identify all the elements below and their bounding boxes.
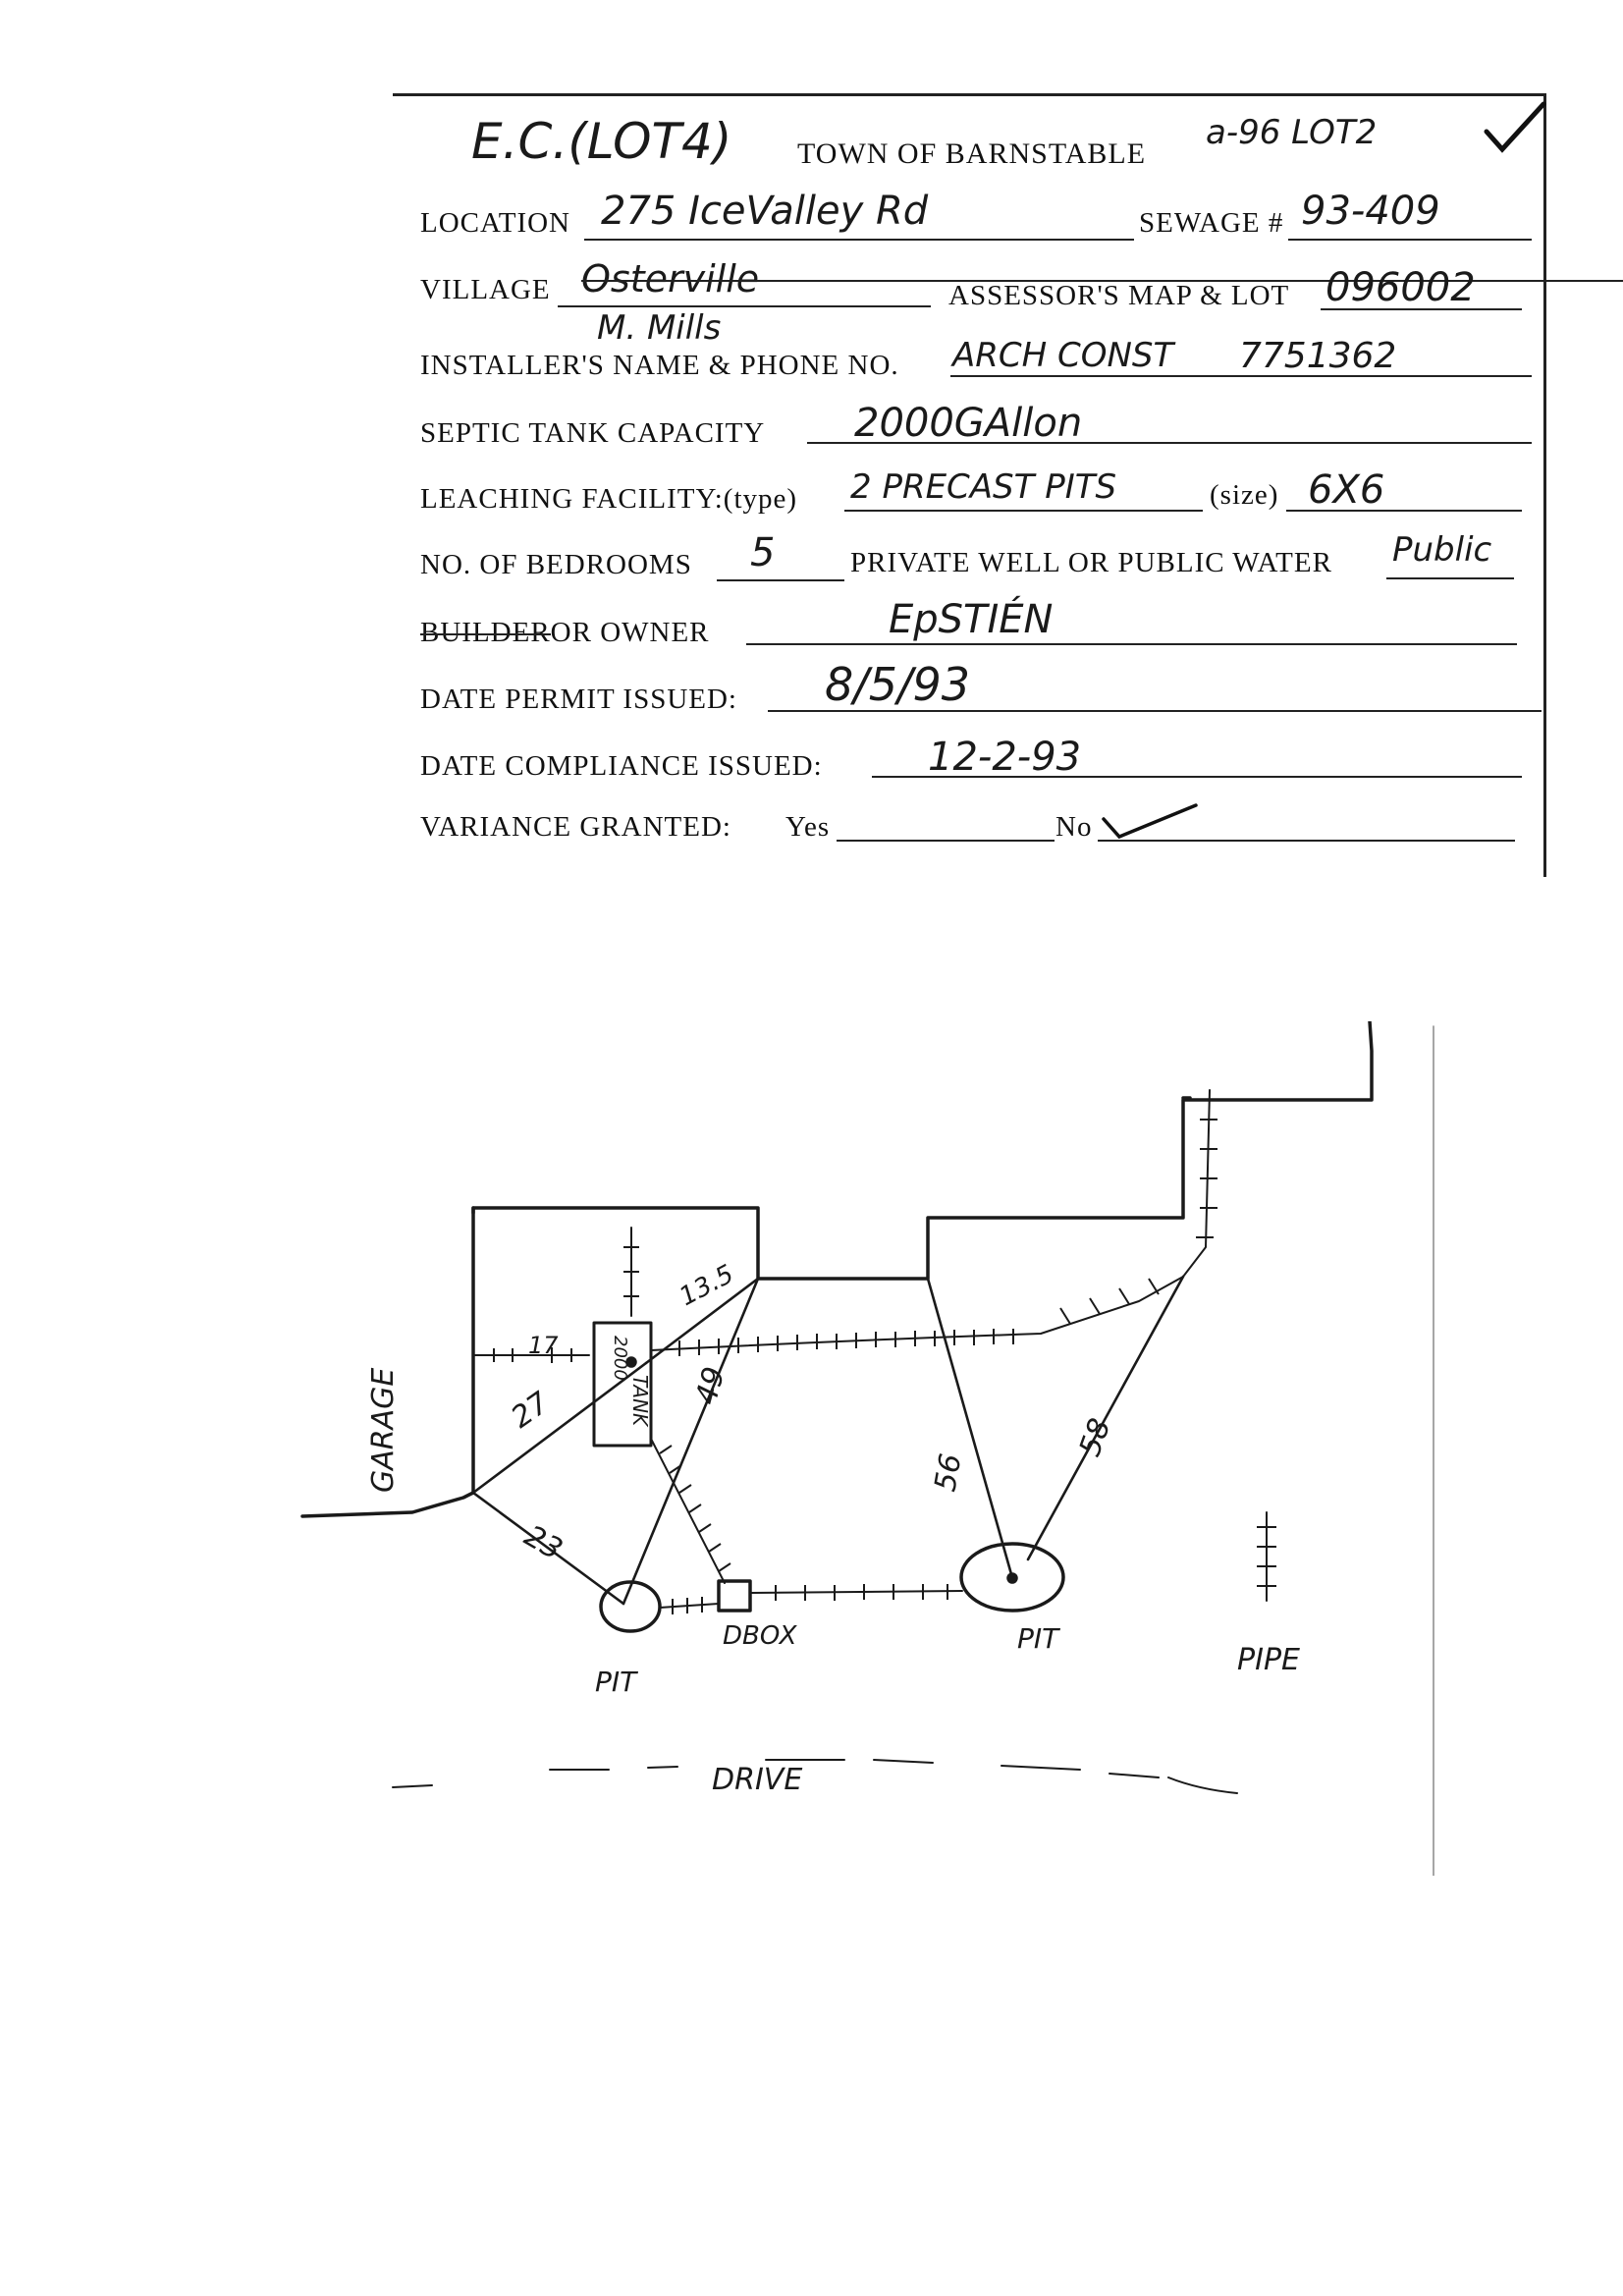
leaching-value: 2 PRECAST PITS — [850, 467, 1117, 507]
map-lot-label: ASSESSOR'S MAP & LOT — [948, 280, 1290, 311]
distance-27: 27 — [505, 1385, 556, 1436]
distance-17: 17 — [528, 1332, 559, 1359]
bedrooms-underline — [717, 579, 844, 581]
annotation-map: a-96 LOT2 — [1206, 113, 1378, 152]
leaching-underline — [844, 510, 1203, 512]
compliance-date-value: 12-2-93 — [928, 735, 1082, 780]
compliance-date-label: DATE COMPLIANCE ISSUED: — [420, 750, 823, 782]
water-value: Public — [1392, 530, 1492, 570]
distance-49: 49 — [688, 1363, 732, 1409]
water-underline — [1386, 577, 1514, 579]
variance-no-label: No — [1055, 811, 1093, 843]
location-value: 275 IceValley Rd — [601, 189, 929, 234]
location-label: LOCATION — [420, 207, 570, 239]
line-27 — [473, 1363, 646, 1493]
installer-label: INSTALLER'S NAME & PHONE NO. — [420, 350, 899, 381]
distance-13: 13.5 — [675, 1259, 739, 1313]
annotation-lot: E.C.(LOT4) — [471, 113, 732, 170]
tank-capacity-value: 2000GAllon — [854, 401, 1083, 446]
house-outline — [473, 1021, 1372, 1279]
form-title: TOWN OF BARNSTABLE — [797, 137, 1147, 170]
pipe-dbox-pit-right — [750, 1591, 962, 1593]
owner-underline — [746, 643, 1517, 645]
pit-left-label: PIT — [595, 1666, 637, 1698]
tank-capacity-label: SEPTIC TANK CAPACITY — [420, 417, 766, 449]
variance-yes-underline — [837, 840, 1055, 842]
ground-line — [302, 1493, 473, 1516]
pit-inlet — [1008, 1574, 1016, 1582]
line-58 — [1028, 1277, 1183, 1559]
builder-struck-label: BUILDER — [420, 617, 551, 648]
distribution-box — [719, 1581, 750, 1611]
leaching-label: LEACHING FACILITY:(type) — [420, 483, 798, 515]
drive-edge — [393, 1760, 1237, 1793]
village-underline — [558, 305, 931, 307]
village-struck-value: Osterville — [581, 257, 1623, 301]
pipe-label: PIPE — [1237, 1643, 1300, 1677]
tank-label-text: TANK — [628, 1375, 652, 1427]
sewage-value: 93-409 — [1301, 189, 1440, 234]
village-value: M. Mills — [597, 308, 722, 348]
water-line-main — [651, 1090, 1210, 1350]
village-label: VILLAGE — [420, 274, 551, 305]
bedrooms-label: NO. OF BEDROOMS — [420, 549, 692, 580]
variance-no-checkmark-icon — [1098, 795, 1206, 843]
owner-label — [420, 617, 710, 649]
variance-label: VARIANCE GRANTED: — [420, 811, 731, 843]
garage-label: GARAGE — [366, 1367, 401, 1493]
installer-value: ARCH CONST — [952, 336, 1174, 375]
size-label: (size) — [1210, 479, 1279, 511]
location-underline — [584, 239, 1134, 241]
line-49 — [623, 1279, 758, 1604]
sewage-label: SEWAGE # — [1139, 207, 1284, 239]
size-value: 6X6 — [1308, 467, 1385, 513]
drive-label: DRIVE — [712, 1763, 803, 1797]
permit-date-label: DATE PERMIT ISSUED: — [420, 683, 737, 715]
permit-date-value: 8/5/93 — [825, 658, 971, 711]
distance-23: 23 — [518, 1518, 568, 1568]
tank-label-capacity: 2000 — [610, 1336, 630, 1381]
pipe-dbox-pit-left — [660, 1604, 719, 1608]
water-label: PRIVATE WELL OR PUBLIC WATER — [850, 547, 1332, 578]
sewage-underline — [1288, 239, 1532, 241]
installer-phone: 7751362 — [1239, 336, 1397, 376]
owner-label-text: OR OWNER — [550, 617, 710, 648]
bedrooms-value: 5 — [750, 530, 776, 575]
owner-value: EpSTIÉN — [889, 597, 1054, 642]
line-56 — [928, 1279, 1011, 1574]
variance-yes-label: Yes — [785, 811, 831, 843]
distance-58: 58 — [1072, 1413, 1118, 1461]
pit-right-label: PIT — [1017, 1622, 1059, 1655]
dbox-label: DBOX — [723, 1621, 797, 1651]
map-lot-value: 096002 — [1325, 265, 1476, 310]
site-plan-sketch — [255, 1021, 1473, 1876]
distance-56: 56 — [928, 1450, 969, 1495]
checkmark-icon — [1481, 98, 1549, 157]
